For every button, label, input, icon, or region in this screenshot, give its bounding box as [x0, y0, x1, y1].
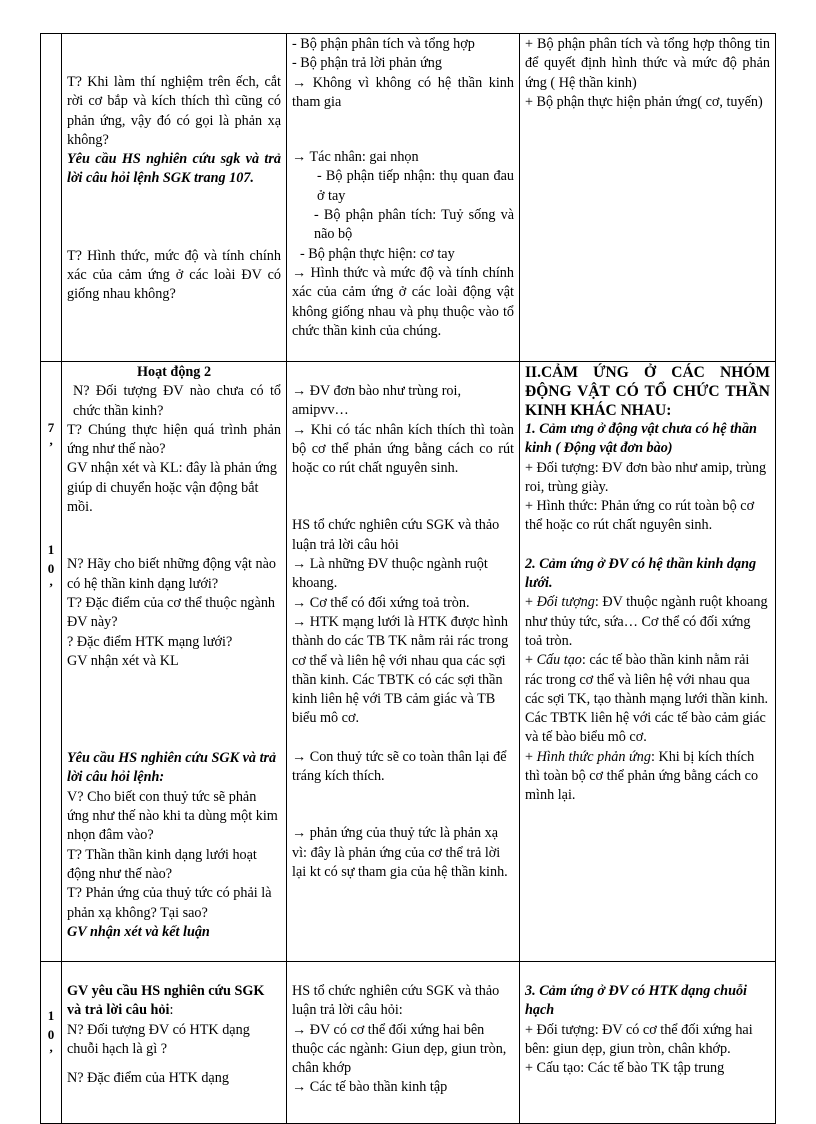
instruction-text: Yêu cầu HS nghiên cứu SGK và trả lời câu hỏi lệnh: [67, 750, 277, 786]
question-text: GV nhận xét và KL [67, 652, 179, 669]
instruction-text: GV yêu cầu HS nghiên cứu SGK và trả lời câu hỏi: [67, 983, 265, 1019]
content-text: + Cấu tạo: Các tế bào TK tập trung [525, 1060, 725, 1077]
subsection-title: 1. Cảm ưng ở động vật chưa có hệ thần kinh ( Động vật đơn bào) [525, 421, 757, 457]
answer-text: → Là những ĐV thuộc ngành ruột khoang. [292, 556, 488, 592]
time-cell [41, 362, 62, 962]
teacher-activity-cell [62, 34, 287, 362]
answer-text: - Bộ phận trả lời phản ứng [292, 55, 442, 72]
content-label: Cấu tạo [536, 652, 582, 669]
answer-text: - Bộ phận tiếp nhận: thụ quan đau ở tay [317, 168, 514, 204]
time-cell [41, 34, 62, 362]
subsection-title: 3. Cảm ứng ở ĐV có HTK dạng chuỗi hạch [525, 983, 747, 1019]
conclusion-text: GV nhận xét và kết luận [67, 923, 210, 940]
content-text: + Đối tượng: ĐV thuộc ngành ruột khoang như thủy tức, sứa… Cơ thể có đối xứng toả tròn. [525, 594, 768, 649]
section-heading: II.CẢM ỨNG Ở CÁC NHÓM ĐỘNG VẬT CÓ TỔ CHỨC THẦN KINH KHÁC NHAU: [525, 364, 770, 419]
answer-text: → ĐV có cơ thể đối xứng hai bên thuộc các ngành: Giun dẹp, giun tròn, chân khớp [292, 1021, 507, 1077]
time-label: 1 [47, 542, 55, 557]
question-text: N? Đối tượng ĐV có HTK dạng chuỗi hạch là gì ? [67, 1021, 250, 1057]
question-text: T? Hình thức, mức độ và tính chính xác của cảm ứng ở các loài ĐV có giống nhau không? [67, 247, 281, 303]
activity-title: Hoạt động 2 [136, 364, 212, 380]
answer-text: → Khi có tác nhân kích thích thì toàn bộ cơ thể phản ứng bằng cách co rút hoặc co rút chất nguyên sinh. [292, 421, 514, 477]
student-activity-cell [287, 34, 520, 362]
time-label: ’ [48, 1046, 54, 1061]
question-text: N? Đối tượng ĐV nào chưa có tổ chức thần kinh? [73, 383, 281, 419]
time-label: 1 [47, 1008, 55, 1023]
time-label: ’ [48, 439, 54, 454]
lesson-table [40, 33, 776, 1124]
subsection-title: 2. Cảm ứng ở ĐV có hệ thần kinh dạng lưới. [525, 555, 757, 592]
question-text: N? Hãy cho biết những động vật nào có hệ thần kinh dạng lưới? [67, 556, 277, 592]
content-text: + Bộ phận phân tích và tổng hợp thông tin để quyết định hình thức và mức độ phản ứng ( Hệ thần kinh) [525, 36, 770, 91]
answer-text: → Không vì không có hệ thần kinh tham gia [292, 74, 514, 110]
question-text: T? Phản ứng của thuỷ tức có phải là phản xạ không? Tại sao? [67, 885, 272, 921]
content-text: + Đối tượng: ĐV đơn bào như amip, trùng roi, trùng giày. [525, 459, 767, 495]
answer-text: → Các tế bào thần kinh tập [292, 1079, 448, 1096]
content-text: + Đối tượng: ĐV có cơ thể đối xứng hai bên: giun dẹp, giun tròn, chân khớp. [525, 1021, 753, 1057]
answer-text: → Con thuỷ tức sẽ co toàn thân lại để tráng kích thích. [292, 748, 507, 785]
content-text: + Hình thức phản ứng: Khi bị kích thích thì toàn bộ cơ thể phản ứng bằng cách co mình lại. [525, 748, 759, 804]
content-cell [520, 34, 776, 362]
answer-text: → phản ứng của thuỷ tức là phản xạ vì: đây là phản ứng của cơ thể trả lời lại kt có sự tham gia của hệ thần kinh. [292, 825, 508, 880]
time-cell [41, 962, 62, 1124]
question-text: GV nhận xét và KL: đây là phản ứng giúp di chuyển hoặc vận động bắt mồi. [67, 460, 277, 516]
time-label: 0 [47, 561, 55, 576]
answer-text: → ĐV đơn bào như trùng roi, amipvv… [292, 383, 462, 419]
content-cell [520, 362, 776, 962]
question-text: T? Khi làm thí nghiệm trên ếch, cắt rời cơ bắp và kích thích thì cũng có phản ứng, vậy đó có gọi là phản xạ không? [67, 74, 281, 148]
answer-text: - Bộ phận phân tích và tổng hợp [292, 36, 475, 52]
question-text: N? Đặc điểm của HTK dạng [67, 1070, 229, 1087]
time-label: 0 [47, 1027, 55, 1042]
answer-text: → Cơ thể có đối xứng toả tròn. [292, 594, 470, 611]
content-label: Đối tượng [536, 594, 595, 611]
time-label: ’ [48, 580, 54, 595]
question-text: ? Đặc điểm HTK mạng lưới? [67, 633, 233, 650]
answer-text: HS tổ chức nghiên cứu SGK và thảo luận trả lời câu hỏi: [292, 983, 500, 1019]
instruction-text: Yêu cầu HS nghiên cứu sgk và trả lời câu hỏi lệnh SGK trang 107. [67, 151, 281, 187]
table-row [41, 34, 776, 362]
student-activity-cell [287, 362, 520, 962]
answer-text: - Bộ phận thực hiện: cơ tay [300, 245, 455, 262]
content-text: + Cấu tạo: các tế bào thần kinh nằm rải rác trong cơ thể và liên hệ với nhau qua các sợi TK, tạo thành mạng lưới thần kinh. Các TBTK liên hệ với các tế bào cảm giác và tế bào biểu mô cơ. [525, 652, 769, 746]
content-cell [520, 962, 776, 1124]
question-text: T? Thần thần kinh dạng lưới hoạt động như thế nào? [67, 846, 257, 882]
teacher-activity-cell [62, 362, 287, 962]
question-text: V? Cho biết con thuỷ tức sẽ phản ứng như thế nào khi ta dùng một kim nhọn đâm vào? [67, 788, 278, 844]
table-row [41, 362, 776, 962]
answer-text: HS tổ chức nghiên cứu SGK và thảo luận trả lời câu hỏi [292, 517, 500, 553]
question-text: T? Đặc điểm của cơ thể thuộc ngành ĐV này? [67, 594, 276, 631]
question-text: T? Chúng thực hiện quá trình phản ứng như thế nào? [67, 421, 281, 458]
content-text: + Hình thức: Phản ứng co rút toàn bộ cơ thể hoặc co rút chất nguyên sinh. [525, 498, 755, 534]
student-activity-cell [287, 962, 520, 1124]
time-label: 7 [47, 420, 55, 435]
teacher-activity-cell [62, 962, 287, 1124]
answer-text: → HTK mạng lưới là HTK được hình thành do các TB TK nằm rải rác trong cơ thể và liên hệ với nhau qua các sợi thần kinh. Các TBTK có các sợi thần kinh liên hệ với TB cảm giác và TB biểu mô cơ. [292, 613, 509, 727]
answer-text: - Bộ phận phân tích: Tuỷ sống và não bộ [314, 207, 514, 243]
content-label: Hình thức phản ứng [536, 748, 651, 765]
content-text: + Bộ phận thực hiện phản ứng( cơ, tuyến) [525, 93, 763, 110]
answer-text: → Hình thức và mức độ và tính chính xác của cảm ứng ở các loài động vật không giống nhau và phụ thuộc vào tổ chức thần kinh của chúng. [292, 264, 514, 339]
table-row [41, 962, 776, 1124]
answer-text: → Tác nhân: gai nhọn [292, 149, 419, 166]
